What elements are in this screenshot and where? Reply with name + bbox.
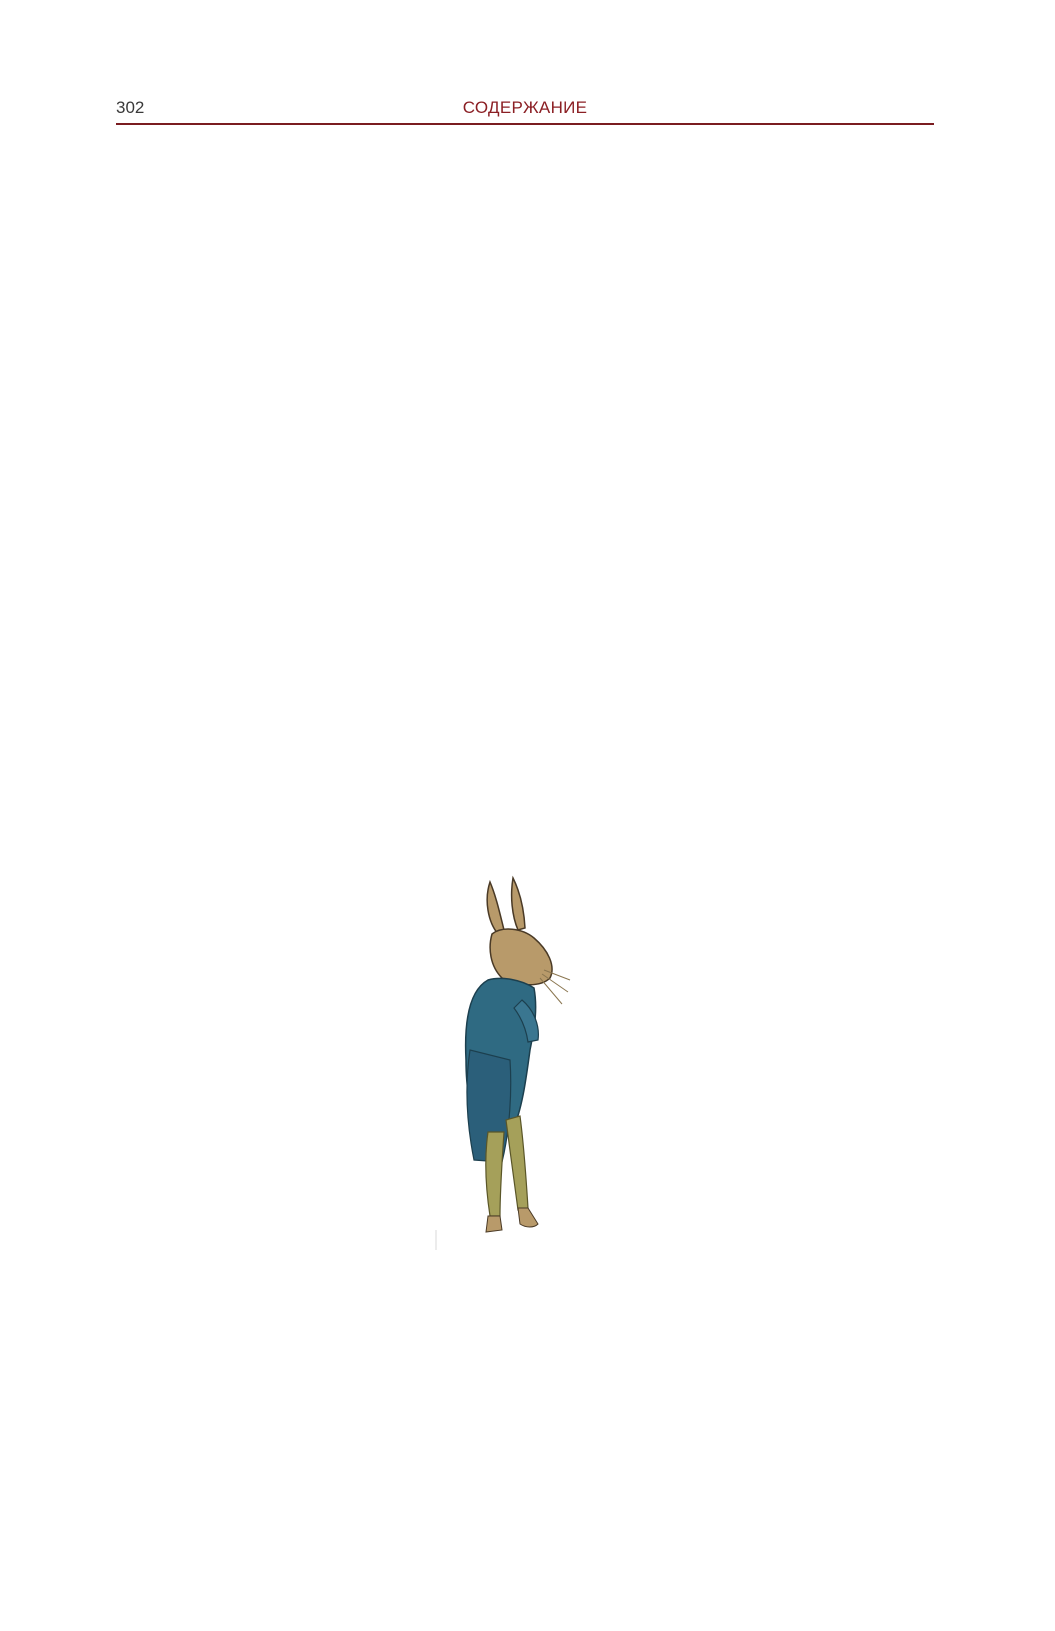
page-number: 302 <box>116 98 145 117</box>
table-of-contents <box>116 163 932 768</box>
toc-entry-contents[interactable] <box>116 732 932 768</box>
header-rule <box>116 123 934 125</box>
running-title: СОДЕРЖАНИЕ <box>462 98 588 117</box>
page-header <box>116 96 934 124</box>
rabbit-illustration <box>430 870 590 1260</box>
